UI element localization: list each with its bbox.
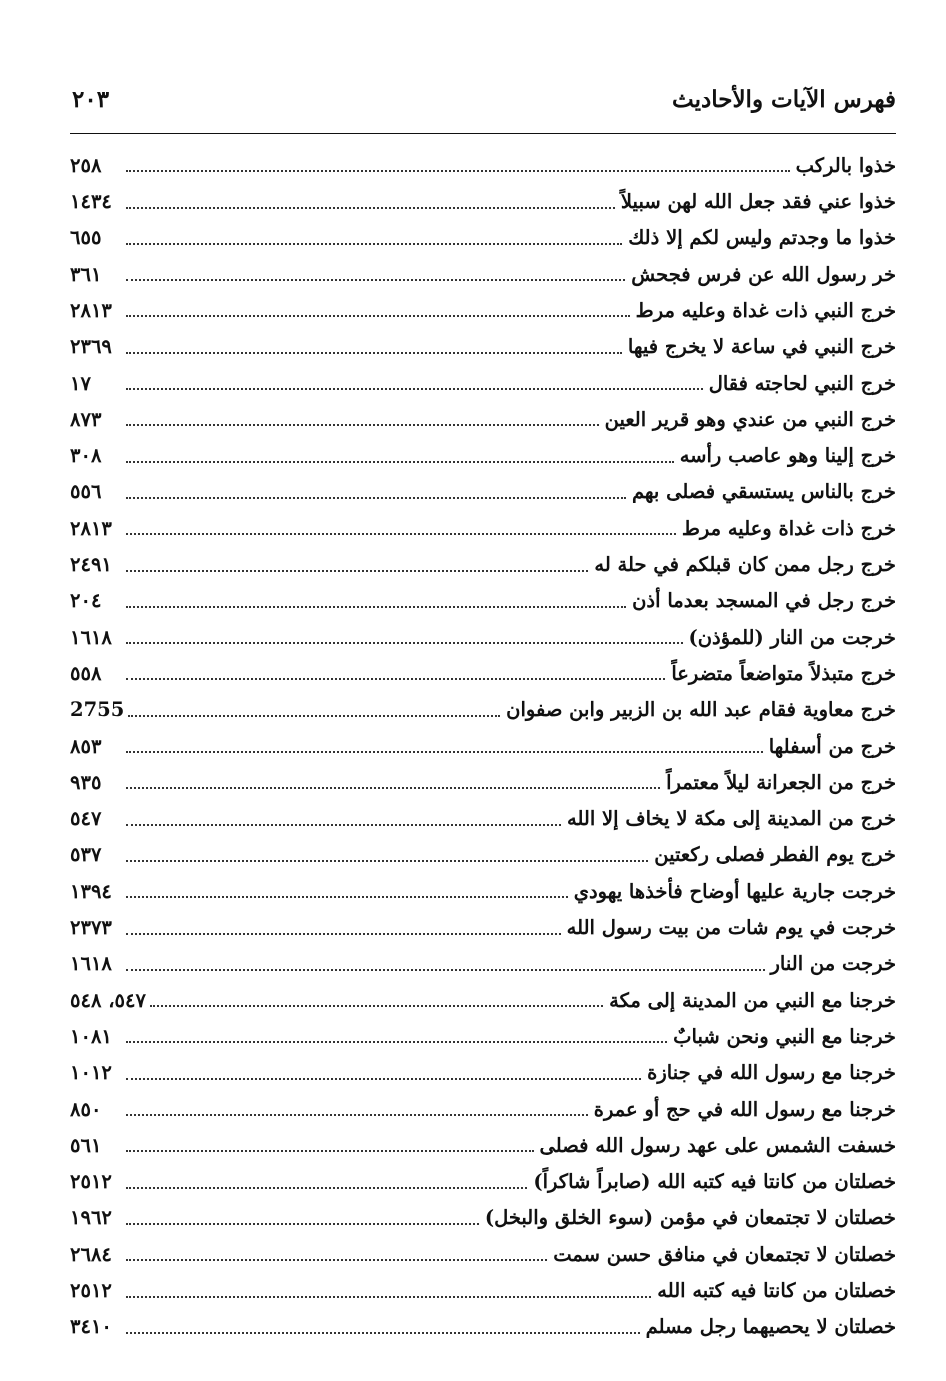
entry-text: خرج من الجعرانة ليلاً معتمراً xyxy=(666,770,896,794)
entry-text: خرجت في يوم شات من بيت رسول الله xyxy=(566,916,896,940)
entry-reference: ١٦١٨ xyxy=(70,952,112,976)
dot-leader xyxy=(126,243,622,245)
entry-reference: ٦٥٥ xyxy=(70,226,102,250)
entry-reference: ٨٧٣ xyxy=(70,407,102,431)
index-entry xyxy=(70,907,896,943)
entry-reference: ١٤٣٤ xyxy=(70,190,112,214)
index-entry xyxy=(70,1234,896,1270)
index-entry xyxy=(70,798,896,834)
dot-leader xyxy=(126,1078,641,1080)
dot-leader xyxy=(126,787,660,789)
entry-reference: ١٠١٢ xyxy=(70,1061,112,1085)
index-entry xyxy=(70,1052,896,1088)
dot-leader xyxy=(150,1005,603,1007)
dot-leader xyxy=(126,1041,667,1043)
index-entry xyxy=(70,762,896,798)
index-entry xyxy=(70,980,896,1016)
entry-reference: ٣٠٨ xyxy=(70,444,102,468)
entry-reference: ٢٨١٣ xyxy=(70,516,112,540)
index-entry xyxy=(70,1125,896,1161)
page-number: ٢٠٣ xyxy=(72,86,110,113)
index-entry xyxy=(70,581,896,617)
index-entry xyxy=(70,617,896,653)
entry-text: خرجنا مع رسول الله في جنازة xyxy=(647,1061,896,1085)
entry-text: خرج النبي ذات غداة وعليه مرط xyxy=(635,298,896,322)
index-entry xyxy=(70,399,896,435)
index-entry xyxy=(70,290,896,326)
entry-text: خذوا بالركب xyxy=(795,153,896,177)
entry-reference: ٢٥١٢ xyxy=(70,1170,112,1194)
index-entry xyxy=(70,835,896,871)
entry-reference: 2755 xyxy=(70,698,125,722)
dot-leader xyxy=(126,1223,479,1225)
dot-leader xyxy=(126,1187,527,1189)
entry-text: خرج معاوية فقام عبد الله بن الزبير وابن صفوان xyxy=(506,698,896,722)
entry-reference: ١٣٩٤ xyxy=(70,879,112,903)
header-rule xyxy=(70,133,896,134)
dot-leader xyxy=(126,352,622,354)
entry-reference: ٥٣٧ xyxy=(70,843,102,867)
index-entry xyxy=(70,653,896,689)
dot-leader xyxy=(126,1259,547,1261)
entry-text: خسفت الشمس على عهد رسول الله فصلى xyxy=(539,1133,896,1157)
index-entry xyxy=(70,871,896,907)
entry-reference: ٣٦١ xyxy=(70,262,102,286)
index-entry xyxy=(70,181,896,217)
entry-text: خذوا ما وجدتم وليس لكم إلا ذلك xyxy=(628,226,896,250)
dot-leader xyxy=(126,570,588,572)
entry-reference: ٣٤١٠ xyxy=(70,1315,112,1339)
entry-text: خرج بالناس يستسقي فصلى بهم xyxy=(631,480,896,504)
dot-leader xyxy=(126,207,615,209)
index-entry xyxy=(70,254,896,290)
entry-reference: ١٠٨١ xyxy=(70,1024,112,1048)
dot-leader xyxy=(126,969,765,971)
entry-text: خرجت من النار (للمؤذن) xyxy=(688,625,896,649)
dot-leader xyxy=(126,751,763,753)
entry-text: خصلتان لا تجتمعان في منافق حسن سمت xyxy=(553,1242,896,1266)
entry-reference: ٩٣٥ xyxy=(70,770,102,794)
entry-reference: ٨٥٣ xyxy=(70,734,102,758)
entry-text: خصلتان لا يحصيهما رجل مسلم xyxy=(645,1315,896,1339)
entry-text: خرج من أسفلها xyxy=(768,734,896,758)
entry-text: خر رسول الله عن فرس فجحش xyxy=(631,262,896,286)
entry-reference: ٥٤٧ xyxy=(70,807,102,831)
dot-leader xyxy=(126,1332,640,1334)
index-entry xyxy=(70,326,896,362)
entry-reference: ٢٥١٢ xyxy=(70,1279,112,1302)
index-entry xyxy=(70,1016,896,1052)
entry-reference: ٢٦٨٤ xyxy=(70,1242,112,1266)
running-title: فهرس الآيات والأحاديث xyxy=(671,86,896,113)
entry-text: خرجت من النار xyxy=(770,952,896,976)
dot-leader xyxy=(126,315,630,317)
entry-text: خرجنا مع رسول الله في حج أو عمرة xyxy=(593,1097,896,1121)
dot-leader xyxy=(126,824,561,826)
entry-text: خرج من المدينة إلى مكة لا يخاف إلا الله xyxy=(566,807,896,831)
index-entry xyxy=(70,1089,896,1125)
dot-leader xyxy=(126,1114,588,1116)
index-entry xyxy=(70,435,896,471)
entry-text: خرج النبي من عندي وهو قرير العين xyxy=(604,407,896,431)
index-list xyxy=(70,145,896,1343)
dot-leader xyxy=(126,533,676,535)
index-entry xyxy=(70,472,896,508)
entry-text: خرج إلينا وهو عاصب رأسه xyxy=(679,444,896,468)
entry-reference: ٢٣٦٩ xyxy=(70,335,112,359)
entry-reference: ٥٤٧، ٥٤٨ xyxy=(70,988,146,1012)
entry-text: خصلتان لا تجتمعان في مؤمن (سوء الخلق والبخل) xyxy=(484,1206,896,1230)
entry-text: خرجت جارية عليها أوضاح فأخذها يهودي xyxy=(573,879,896,903)
dot-leader xyxy=(126,896,568,898)
entry-reference: ١٧ xyxy=(70,371,91,395)
index-entry xyxy=(70,1270,896,1306)
entry-reference: ١٩٦٢ xyxy=(70,1206,112,1230)
entry-reference: ١٦١٨ xyxy=(70,625,112,649)
entry-reference: ٢٨١٣ xyxy=(70,298,112,322)
index-entry xyxy=(70,145,896,181)
index-entry xyxy=(70,944,896,980)
entry-text: خرج ذات غداة وعليه مرط xyxy=(681,516,896,540)
entry-reference: ٥٥٦ xyxy=(70,480,102,504)
dot-leader xyxy=(126,424,599,426)
entry-text: خرج رجل ممن كان قبلكم في حلة له xyxy=(594,553,896,577)
dot-leader xyxy=(126,388,703,390)
index-entry xyxy=(70,726,896,762)
index-entry xyxy=(70,689,896,725)
dot-leader xyxy=(126,279,625,281)
index-entry xyxy=(70,1161,896,1197)
dot-leader xyxy=(126,497,626,499)
entry-reference: ٨٥٠ xyxy=(70,1097,102,1121)
dot-leader xyxy=(126,1150,534,1152)
index-entry xyxy=(70,544,896,580)
dot-leader xyxy=(126,1296,651,1298)
dot-leader xyxy=(126,461,674,463)
dot-leader xyxy=(126,860,648,862)
entry-reference: ٢٥٨ xyxy=(70,153,102,177)
index-entry xyxy=(70,363,896,399)
entry-reference: ٢٠٤ xyxy=(70,589,102,613)
dot-leader xyxy=(128,715,500,717)
dot-leader xyxy=(126,642,683,644)
entry-text: خرجنا مع النبي من المدينة إلى مكة xyxy=(609,988,896,1012)
entry-reference: ٥٦١ xyxy=(70,1133,102,1157)
index-entry xyxy=(70,508,896,544)
dot-leader xyxy=(126,678,665,680)
entry-reference: ٢٣٧٣ xyxy=(70,916,112,940)
entry-text: خذوا عني فقد جعل الله لهن سبيلاً xyxy=(620,190,896,214)
dot-leader xyxy=(126,606,626,608)
dot-leader xyxy=(126,170,790,172)
entry-reference: ٥٥٨ xyxy=(70,661,102,685)
entry-text: خصلتان من كانتا فيه كتبه الله (صابراً شاكراً) xyxy=(533,1170,896,1194)
entry-text: خصلتان من كانتا فيه كتبه الله xyxy=(657,1279,896,1302)
entry-text: خرج متبذلاً متواضعاً متضرعاً xyxy=(671,661,896,685)
index-entry xyxy=(70,1198,896,1234)
page-header xyxy=(70,80,896,124)
entry-reference: ٢٤٩١ xyxy=(70,553,112,577)
entry-text: خرجنا مع النبي ونحن شبابٌ xyxy=(673,1024,896,1048)
entry-text: خرج رجل في المسجد بعدما أذن xyxy=(632,589,896,613)
index-entry xyxy=(70,218,896,254)
dot-leader xyxy=(126,933,561,935)
entry-text: خرج النبي لحاجته فقال xyxy=(708,371,896,395)
index-entry xyxy=(70,1307,896,1343)
entry-text: خرج يوم الفطر فصلى ركعتين xyxy=(654,843,896,867)
entry-text: خرج النبي في ساعة لا يخرج فيها xyxy=(627,335,896,359)
